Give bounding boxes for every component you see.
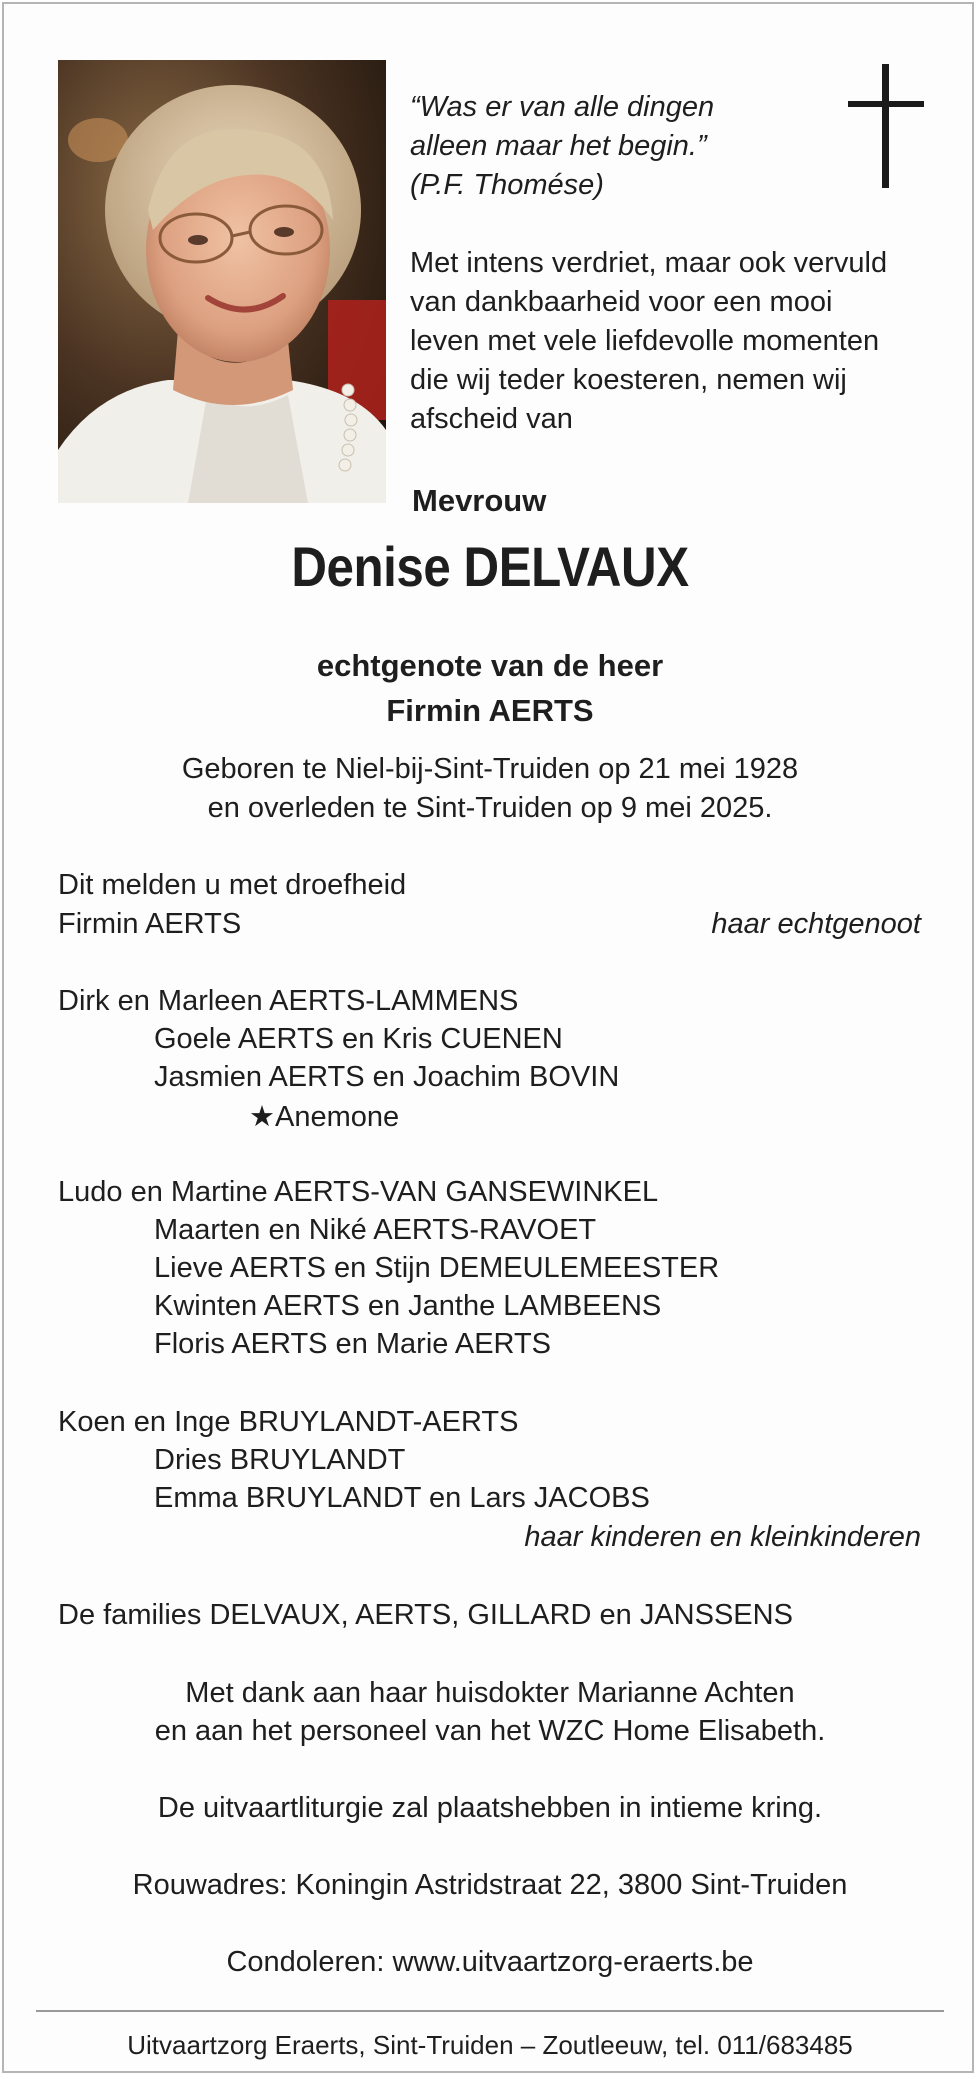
portrait-image	[58, 60, 386, 503]
quote-line-2: alleen maar het begin.”	[410, 130, 707, 162]
family-child: Maarten en Niké AERTS-RAVOET	[154, 1214, 597, 1246]
intro-line: Met intens verdriet, maar ook vervuld	[410, 247, 888, 279]
family-child: Goele AERTS en Kris CUENEN	[154, 1023, 563, 1055]
family-child: Lieve AERTS en Stijn DEMEULEMEESTER	[154, 1252, 720, 1284]
quote-author: (P.F. Thomése)	[410, 169, 604, 201]
spouse-line-2: Firmin AERTS	[386, 693, 594, 728]
family-child: Emma BRUYLANDT en Lars JACOBS	[154, 1482, 650, 1514]
intro-line: die wij teder koesteren, nemen wij	[410, 364, 847, 396]
family-head: Koen en Inge BRUYLANDT-AERTS	[58, 1406, 519, 1438]
portrait-photo	[58, 60, 386, 503]
family-child: Floris AERTS en Marie AERTS	[154, 1328, 552, 1360]
cross-icon	[848, 64, 924, 188]
husband-role: haar echtgenoot	[711, 908, 921, 940]
name-wrapper	[0, 534, 980, 599]
liturgy-line: De uitvaartliturgie zal plaatshebben in intieme kring.	[157, 1792, 823, 1824]
title-mevrouw: Mevrouw	[412, 483, 547, 518]
intro-line: afscheid van	[410, 403, 573, 435]
deceased-name: Denise DELVAUX	[291, 535, 689, 598]
thanks-line-2: en aan het personeel van het WZC Home Elisabeth.	[154, 1715, 826, 1747]
family-head: Dirk en Marleen AERTS-LAMMENS	[58, 985, 519, 1017]
spouse-line-1: echtgenote van de heer	[316, 648, 664, 683]
condolences-link[interactable]: Condoleren: www.uitvaartzorg-eraerts.be	[226, 1946, 754, 1978]
death-line: en overleden te Sint-Truiden op 9 mei 2025.	[207, 792, 773, 824]
grandchild-deceased: ★Anemone	[249, 1101, 400, 1133]
family-child: Kwinten AERTS en Janthe LAMBEENS	[154, 1290, 662, 1322]
family-head: Ludo en Martine AERTS-VAN GANSEWINKEL	[58, 1176, 659, 1208]
announce-line: Dit melden u met droefheid	[58, 869, 407, 901]
intro-line: leven met vele liefdevolle momenten	[410, 325, 880, 357]
birth-line: Geboren te Niel-bij-Sint-Truiden op 21 mei 1928	[181, 753, 799, 785]
husband-name: Firmin AERTS	[58, 908, 242, 940]
families-line: De families DELVAUX, AERTS, GILLARD en JANSSENS	[58, 1599, 793, 1631]
quote-line-1: “Was er van alle dingen	[410, 91, 715, 123]
intro-line: van dankbaarheid voor een mooi	[410, 286, 833, 318]
footer-divider	[36, 2010, 944, 2012]
footer-text: Uitvaartzorg Eraerts, Sint-Truiden – Zoutleeuw, tel. 011/683485	[127, 2030, 853, 2060]
address-line: Rouwadres: Koningin Astridstraat 22, 3800 Sint-Truiden	[132, 1869, 848, 1901]
thanks-line-1: Met dank aan haar huisdokter Marianne Achten	[185, 1677, 795, 1709]
family-child: Jasmien AERTS en Joachim BOVIN	[154, 1061, 620, 1093]
children-role: haar kinderen en kleinkinderen	[524, 1521, 921, 1553]
family-child: Dries BRUYLANDT	[154, 1444, 406, 1476]
